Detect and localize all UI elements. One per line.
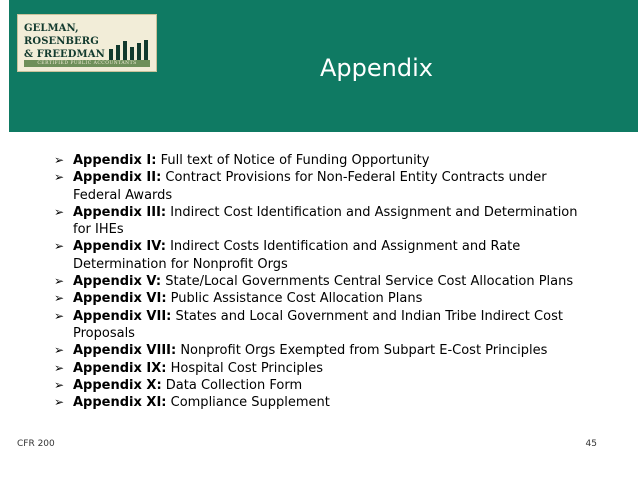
arrow-bullet-icon: ➢ bbox=[54, 377, 65, 392]
arrow-bullet-icon: ➢ bbox=[54, 360, 65, 375]
appendix-item bbox=[54, 238, 594, 273]
appendix-label: Appendix IX: bbox=[73, 360, 167, 376]
appendix-item bbox=[54, 273, 594, 290]
appendix-description: States and Local Government and Indian Tribe Indirect Cost Proposals bbox=[73, 308, 563, 341]
arrow-bullet-icon: ➢ bbox=[54, 170, 65, 185]
logo-line-2: & FREEDMAN bbox=[24, 49, 105, 60]
arrow-bullet-icon: ➢ bbox=[54, 395, 65, 410]
appendix-description: Full text of Notice of Funding Opportunity bbox=[156, 153, 430, 168]
appendix-description: Nonprofit Orgs Exempted from Subpart E-Cost Principles bbox=[176, 343, 548, 359]
appendix-description: State/Local Governments Central Service Cost Allocation Plans bbox=[161, 274, 574, 290]
appendix-item bbox=[54, 308, 594, 343]
appendix-label: Appendix II: bbox=[73, 170, 162, 186]
appendix-item bbox=[54, 377, 594, 394]
arrow-bullet-icon: ➢ bbox=[54, 291, 65, 306]
arrow-bullet-icon: ➢ bbox=[54, 343, 65, 358]
appendix-item bbox=[54, 342, 594, 359]
arrow-bullet-icon: ➢ bbox=[54, 308, 65, 323]
logo-bars-icon bbox=[109, 40, 153, 60]
footer-label: CFR 200 bbox=[17, 439, 55, 449]
appendix-description: Contract Provisions for Non-Federal Entity Contracts under Federal Awards bbox=[73, 170, 547, 203]
appendix-list bbox=[54, 152, 594, 411]
appendix-description: Indirect Cost Identification and Assignment and Determination for IHEs bbox=[73, 204, 578, 238]
appendix-label: Appendix VI: bbox=[73, 291, 167, 307]
appendix-label: Appendix III: bbox=[73, 204, 167, 220]
appendix-item bbox=[54, 152, 594, 169]
appendix-label: Appendix IV: bbox=[73, 239, 166, 255]
appendix-label: Appendix XI: bbox=[73, 395, 167, 411]
arrow-bullet-icon: ➢ bbox=[54, 239, 65, 254]
appendix-label: Appendix VIII: bbox=[73, 343, 177, 359]
appendix-item bbox=[54, 360, 594, 377]
appendix-description: Indirect Costs Identification and Assignment and Rate Determination for Nonprofit Orgs bbox=[73, 239, 521, 272]
appendix-label: Appendix VII: bbox=[73, 308, 172, 324]
appendix-item bbox=[54, 204, 594, 239]
appendix-description: Compliance Supplement bbox=[166, 395, 330, 411]
appendix-item bbox=[54, 394, 594, 411]
appendix-label: Appendix I: bbox=[73, 153, 157, 168]
logo-line-1: GELMAN, ROSENBERG bbox=[24, 23, 99, 47]
arrow-bullet-icon: ➢ bbox=[54, 204, 65, 219]
page-number: 45 bbox=[585, 439, 597, 449]
firm-logo bbox=[17, 14, 157, 72]
appendix-item bbox=[54, 290, 594, 307]
arrow-bullet-icon: ➢ bbox=[54, 153, 65, 167]
page-title: Appendix bbox=[320, 54, 433, 82]
appendix-item bbox=[54, 169, 594, 204]
appendix-label: Appendix V: bbox=[73, 274, 162, 290]
appendix-description: Data Collection Form bbox=[161, 377, 303, 393]
appendix-description: Hospital Cost Principles bbox=[166, 360, 324, 376]
arrow-bullet-icon: ➢ bbox=[54, 274, 65, 289]
logo-tagline: CERTIFIED PUBLIC ACCOUNTANTS bbox=[24, 60, 150, 67]
appendix-description: Public Assistance Cost Allocation Plans bbox=[166, 291, 423, 307]
appendix-label: Appendix X: bbox=[73, 377, 162, 393]
